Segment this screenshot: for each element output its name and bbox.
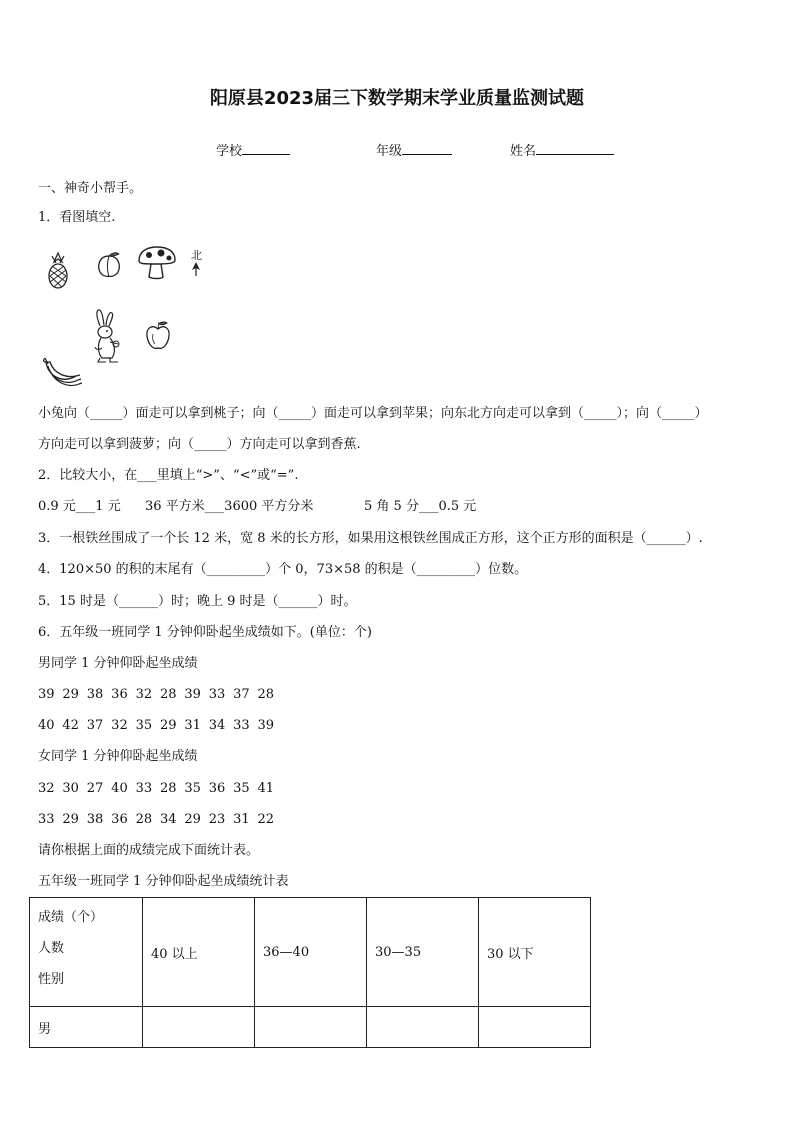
score-cell: 28 (257, 687, 275, 702)
grade-blank[interactable] (402, 142, 452, 155)
score-cell: 33 (208, 687, 226, 702)
page-title: 阳原县2023届三下数学期末学业质量监测试题 (209, 88, 585, 109)
apple-icon (144, 320, 172, 352)
score-cell: 38 (86, 812, 104, 827)
q1-line2: 方向走可以拿到菠萝；向（_____）方向走可以拿到香蕉. (38, 437, 361, 452)
score-cell: 29 (62, 687, 79, 702)
score-cell: 40 (38, 718, 55, 733)
score-cell: 42 (62, 718, 79, 733)
score-cell: 23 (208, 812, 226, 827)
score-cell: 28 (159, 687, 177, 702)
score-cell: 34 (208, 718, 226, 733)
q2-item-1: 0.9 元___1 元 (38, 499, 121, 514)
table-title: 五年级一班同学 1 分钟仰卧起坐成绩统计表 (38, 874, 289, 889)
score-cell: 33 (38, 812, 55, 827)
column-header: 40 以上 (143, 898, 255, 1007)
compass-north-label: 北 (191, 249, 202, 262)
corner-label-gender: 性别 (38, 972, 65, 987)
name-label: 姓名 (510, 144, 537, 159)
corner-label-count: 人数 (38, 941, 65, 956)
q2-label: 2．比较大小，在___里填上“>”、“<”或“=”. (38, 468, 299, 483)
score-cell: 41 (257, 781, 275, 796)
girls-row-2 (38, 813, 282, 826)
table-corner-cell (30, 898, 143, 1007)
score-cell: 28 (159, 781, 177, 796)
score-cell: 29 (62, 812, 79, 827)
q2-item-2: 36 平方米___3600 平方分米 (145, 499, 314, 514)
answer-cell[interactable] (143, 1007, 255, 1048)
banana-icon (42, 354, 82, 388)
grade-label: 年级 (376, 144, 403, 159)
name-blank[interactable] (536, 142, 614, 155)
pineapple-icon (44, 252, 72, 290)
rabbit-icon (90, 308, 124, 364)
column-header: 36—40 (255, 898, 367, 1007)
score-cell: 35 (135, 718, 153, 733)
grade-field (376, 142, 452, 158)
score-cell: 36 (208, 781, 226, 796)
column-header: 30 以下 (479, 898, 591, 1007)
school-blank[interactable] (242, 142, 290, 155)
q1-label: 1．看图填空. (38, 210, 116, 225)
score-cell: 40 (111, 781, 128, 796)
school-label: 学校 (216, 144, 243, 159)
name-field (510, 142, 614, 158)
score-cell: 30 (62, 781, 79, 796)
boys-title: 男同学 1 分钟仰卧起坐成绩 (38, 656, 198, 671)
q6-label: 6．五年级一班同学 1 分钟仰卧起坐成绩如下。(单位：个) (38, 625, 372, 640)
score-cell: 32 (38, 781, 55, 796)
peach-icon (94, 250, 124, 280)
mushroom-icon (137, 246, 177, 280)
score-cell: 39 (38, 687, 55, 702)
school-field (216, 142, 290, 158)
answer-cell[interactable] (479, 1007, 591, 1048)
score-cell: 32 (135, 687, 153, 702)
boys-row-2 (38, 719, 282, 732)
score-cell: 32 (111, 718, 128, 733)
score-cell: 37 (86, 718, 104, 733)
score-cell: 37 (233, 687, 250, 702)
score-cell: 34 (159, 812, 177, 827)
score-cell: 33 (135, 781, 153, 796)
score-cell: 29 (159, 718, 177, 733)
q5-text: 5．15 时是（______）时；晚上 9 时是（______）时。 (38, 594, 357, 609)
score-cell: 35 (233, 781, 250, 796)
score-cell: 38 (86, 687, 104, 702)
score-cell: 33 (233, 718, 250, 733)
girls-row-1 (38, 782, 282, 795)
boys-row-1 (38, 688, 282, 701)
score-cell: 31 (233, 812, 250, 827)
score-cell: 36 (111, 812, 128, 827)
q6-instruction: 请你根据上面的成绩完成下面统计表。 (38, 843, 260, 858)
score-cell: 36 (111, 687, 128, 702)
north-arrow-icon (191, 262, 201, 276)
q4-text: 4．120×50 的积的末尾有（_________）个 0，73×58 的积是（_________）位数。 (38, 562, 528, 577)
answer-cell[interactable] (367, 1007, 479, 1048)
q3-text: 3．一根铁丝围成了一个长 12 米，宽 8 米的长方形，如果用这根铁丝围成正方形，这个正方形的面积是（______）. (38, 531, 703, 546)
q2-item-3: 5 角 5 分___0.5 元 (364, 499, 477, 514)
q1-line1: 小兔向（_____）面走可以拿到桃子；向（_____）面走可以拿到苹果；向东北方向走可以拿到（_____）；向（_____） (38, 406, 708, 421)
stats-table (29, 897, 591, 1048)
section-heading: 一、神奇小帮手。 (38, 181, 143, 196)
score-cell: 31 (184, 718, 201, 733)
score-cell: 28 (135, 812, 153, 827)
row-header: 男 (30, 1007, 143, 1048)
corner-label-score: 成绩（个） (38, 910, 104, 925)
score-cell: 22 (257, 812, 275, 827)
score-cell: 39 (257, 718, 275, 733)
table-row (30, 1007, 591, 1048)
score-cell: 29 (184, 812, 201, 827)
score-cell: 39 (184, 687, 201, 702)
answer-cell[interactable] (255, 1007, 367, 1048)
table-header-row (30, 898, 591, 1007)
score-cell: 27 (86, 781, 104, 796)
column-header: 30—35 (367, 898, 479, 1007)
score-cell: 35 (184, 781, 201, 796)
girls-title: 女同学 1 分钟仰卧起坐成绩 (38, 749, 198, 764)
